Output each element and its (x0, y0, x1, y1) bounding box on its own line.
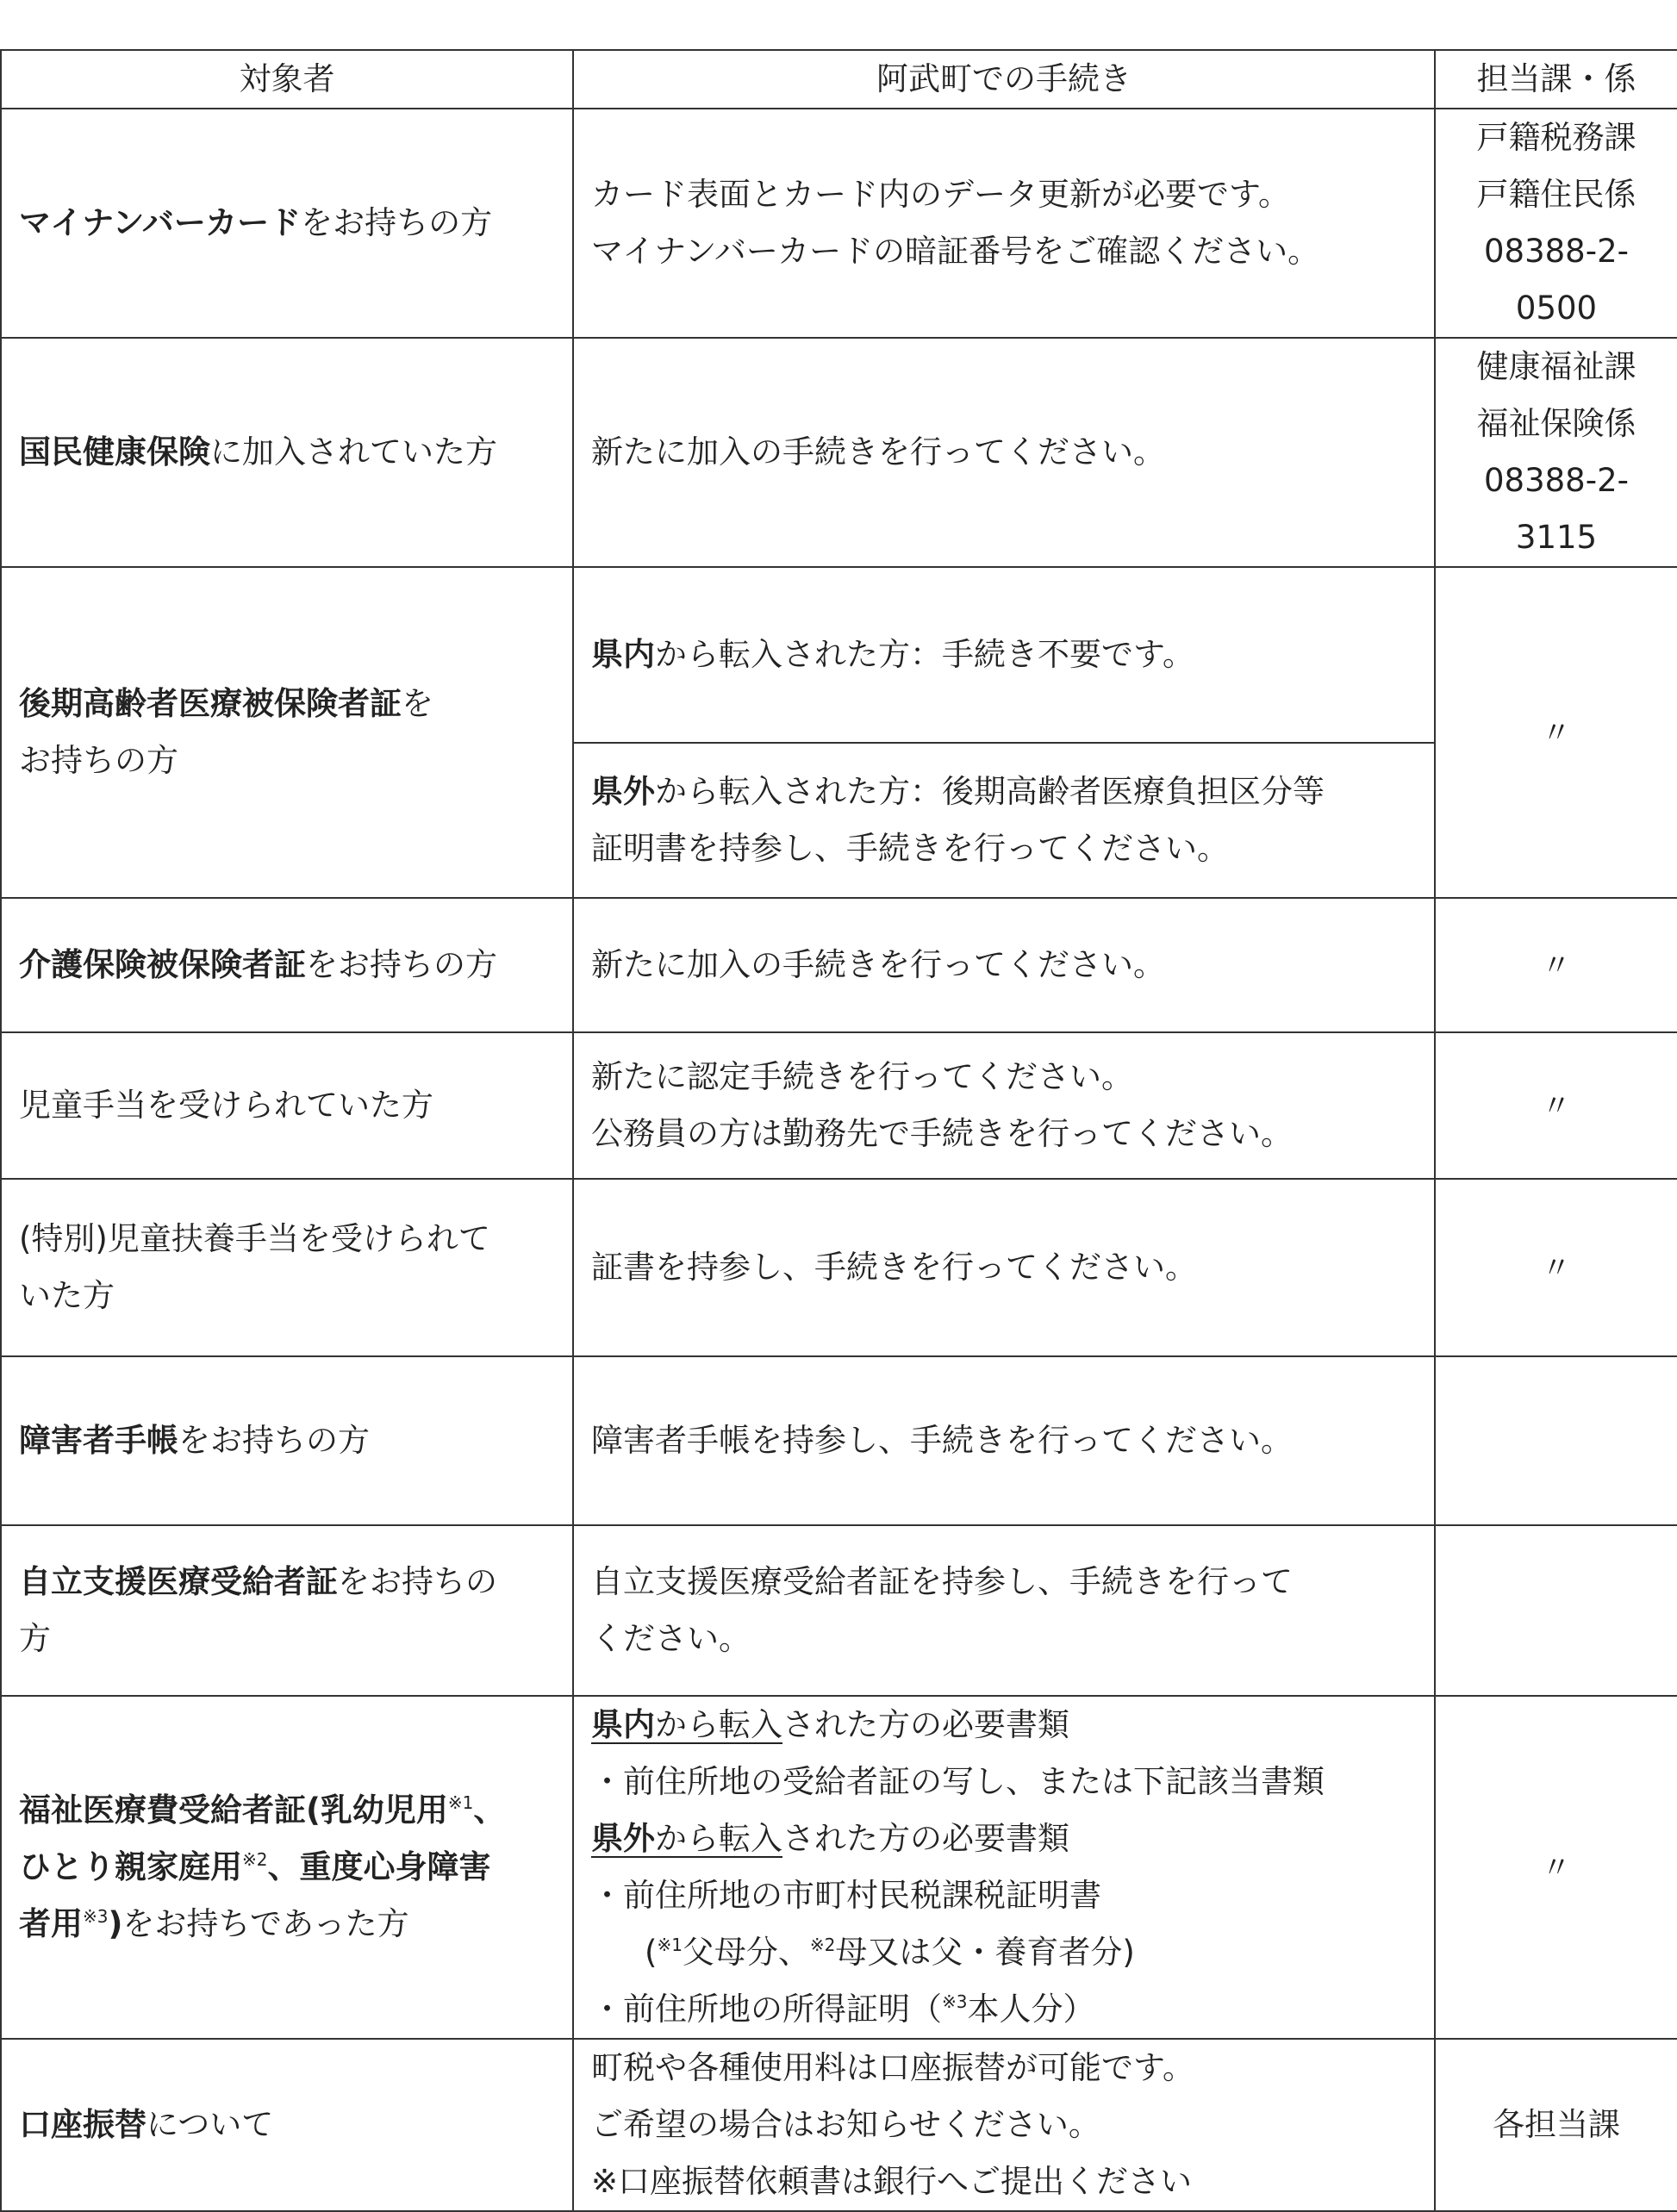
procedure-bold: 県外 (591, 1820, 655, 1857)
target-text: をお持ちであった方 (122, 1905, 409, 1942)
department-cell (1435, 898, 1677, 1032)
procedure-cell (573, 109, 1435, 338)
procedure-line: 障害者手帳を持参し、手続きを行ってください。 (591, 1422, 1293, 1459)
procedure-line: ※口座振替依頼書は銀行へご提出ください (591, 2163, 1193, 2200)
procedure-line: 証書を持参し、手続きを行ってください。 (591, 1249, 1197, 1286)
procedure-cell (573, 1179, 1435, 1356)
department-cell (1435, 1696, 1677, 2039)
procedure-cell (573, 1356, 1435, 1525)
table-row (1, 109, 1677, 338)
target-bold: 国民健康保険 (19, 433, 210, 470)
ditto-mark: 〃 (1542, 1250, 1571, 1286)
department-cell (1435, 2039, 1677, 2211)
table-row (1, 1032, 1677, 1179)
footnote-marker: ※3 (942, 1991, 968, 2012)
ditto-mark: 〃 (1542, 715, 1571, 751)
target-bold: 介護保険被保険者証 (19, 946, 306, 983)
table-row (1, 1179, 1677, 1356)
header-procedure: 阿武町での手続き (573, 50, 1435, 109)
department-name: 戸籍税務課 (1476, 119, 1636, 156)
department-cell (1435, 1032, 1677, 1179)
target-cell (1, 338, 573, 567)
procedure-line: された方の必要書類 (782, 1820, 1069, 1857)
department-cell (1435, 1525, 1677, 1696)
procedure-line: ご希望の場合はお知らせください。 (591, 2106, 1100, 2143)
target-bold: 後期高齢者医療被保険者証 (19, 685, 402, 722)
procedure-line: 父母分、 (682, 1934, 810, 1971)
target-cell (1, 567, 573, 898)
procedure-bold: 県外 (591, 773, 655, 810)
procedure-cell (573, 898, 1435, 1032)
procedure-line: 新たに加入の手続きを行ってください。 (591, 433, 1165, 470)
target-text: について (147, 2106, 274, 2143)
phone-number: 08388-2- (1484, 462, 1629, 499)
target-text: を (402, 685, 433, 722)
target-cell: 児童手当を受けられていた方 (1, 1032, 573, 1179)
procedure-line: カード表面とカード内のデータ更新が必要です。 (591, 176, 1291, 213)
procedure-cell (573, 1696, 1435, 2039)
target-text: お持ちの方 (19, 742, 178, 779)
section-name: 戸籍住民係 (1476, 176, 1636, 213)
target-bold: 口座振替 (19, 2106, 147, 2143)
procedure-line: 証明書を持参し、手続きを行ってください。 (591, 830, 1229, 867)
procedure-line: された方の必要書類 (782, 1706, 1069, 1743)
target-bold: 障害者手帳 (19, 1422, 178, 1459)
target-text: をお持ちの方 (301, 204, 493, 241)
procedure-bold: 県内 (591, 1706, 655, 1743)
procedure-line: から転入された方：後期高齢者医療負担区分等 (655, 773, 1325, 810)
header-row (1, 50, 1677, 109)
target-cell (1, 1356, 573, 1525)
section-name: 福祉保険係 (1476, 405, 1636, 442)
procedure-line: 新たに加入の手続きを行ってください。 (591, 946, 1165, 983)
header-target: 対象者 (1, 50, 573, 109)
department-cell (1435, 1356, 1677, 1525)
procedure-line: 公務員の方は勤務先で手続きを行ってください。 (591, 1115, 1293, 1152)
target-cell (1, 2039, 573, 2211)
target-bold: ) (108, 1905, 123, 1942)
procedure-cell (573, 567, 1435, 743)
procedure-line: ・前住所地の所得証明（ (591, 1991, 942, 2028)
procedure-cell (573, 2039, 1435, 2211)
phone-number: 08388-2- (1484, 233, 1629, 270)
footnote-marker: ※1 (657, 1935, 683, 1955)
target-text: (特別)児童扶養手当を受けられて (19, 1220, 490, 1257)
procedure-line: マイナンバーカードの暗証番号をご確認ください。 (591, 233, 1320, 270)
ditto-mark: 〃 (1542, 948, 1571, 983)
target-cell (1, 109, 573, 338)
target-bold: 自立支援医療受給者証 (19, 1563, 338, 1600)
department-cell (1435, 109, 1677, 338)
department-cell (1435, 1179, 1677, 1356)
table-row (1, 567, 1677, 743)
phone-number: 3115 (1515, 519, 1598, 556)
target-text: をお持ちの方 (178, 1422, 370, 1459)
procedure-cell (573, 338, 1435, 567)
procedure-cell (573, 1525, 1435, 1696)
procedure-underline: から転入 (655, 1706, 782, 1743)
target-cell (1, 1179, 573, 1356)
footnote-marker: ※2 (809, 1935, 836, 1955)
table-row (1, 1356, 1677, 1525)
procedure-line: から転入された方：手続き不要です。 (655, 636, 1195, 673)
target-text: 方 (19, 1620, 51, 1657)
procedure-line: 母又は父・養育者分) (835, 1934, 1135, 1971)
target-bold: ひとり親家庭用 (19, 1848, 242, 1885)
ditto-mark: 〃 (1542, 1850, 1571, 1885)
target-cell (1, 1696, 573, 2039)
target-bold: 者用 (19, 1905, 83, 1942)
department-cell (1435, 338, 1677, 567)
target-bold: 、 (473, 1791, 506, 1829)
procedure-line: 町税や各種使用料は口座振替が可能です。 (591, 2049, 1195, 2086)
ditto-mark: 〃 (1542, 1088, 1571, 1124)
department-name: 各担当課 (1493, 2106, 1620, 2143)
footnote-marker: ※2 (242, 1849, 268, 1870)
target-cell (1, 1525, 573, 1696)
header-department: 担当課・係 (1435, 50, 1677, 109)
target-bold: 、重度心身障害 (267, 1848, 491, 1885)
table-row (1, 338, 1677, 567)
department-name: 健康福祉課 (1476, 348, 1636, 385)
procedure-cell (573, 743, 1435, 898)
target-cell (1, 898, 573, 1032)
footnote-marker: ※3 (83, 1906, 109, 1927)
target-bold: 福祉医療費受給者証(乳幼児用 (19, 1791, 448, 1829)
procedure-underline: から転入 (655, 1820, 782, 1857)
procedure-table (0, 49, 1677, 2212)
target-text: をお持ちの方 (306, 946, 497, 983)
procedure-line: ・前住所地の市町村民税課税証明書 (591, 1877, 1101, 1914)
procedure-line: 新たに認定手続きを行ってください。 (591, 1058, 1133, 1095)
target-text: をお持ちの (338, 1563, 497, 1600)
procedure-line: ください。 (591, 1620, 751, 1657)
target-text: いた方 (19, 1277, 115, 1314)
procedure-line: 自立支援医療受給者証を持参し、手続きを行って (591, 1563, 1293, 1600)
table-row (1, 898, 1677, 1032)
target-text: に加入されていた方 (210, 433, 497, 470)
target-bold: マイナンバーカード (19, 204, 302, 241)
footnote-marker: ※1 (447, 1792, 474, 1813)
procedure-bold: 県内 (591, 636, 655, 673)
table-row (1, 1525, 1677, 1696)
table-row (1, 2039, 1677, 2211)
table-row (1, 1696, 1677, 2039)
procedure-line: ( (645, 1934, 658, 1971)
procedure-line: ・前住所地の受給者証の写し、または下記該当書類 (591, 1763, 1325, 1800)
department-cell (1435, 567, 1677, 898)
phone-number: 0500 (1515, 290, 1598, 327)
procedure-line: 本人分） (967, 1991, 1095, 2028)
procedure-cell (573, 1032, 1435, 1179)
